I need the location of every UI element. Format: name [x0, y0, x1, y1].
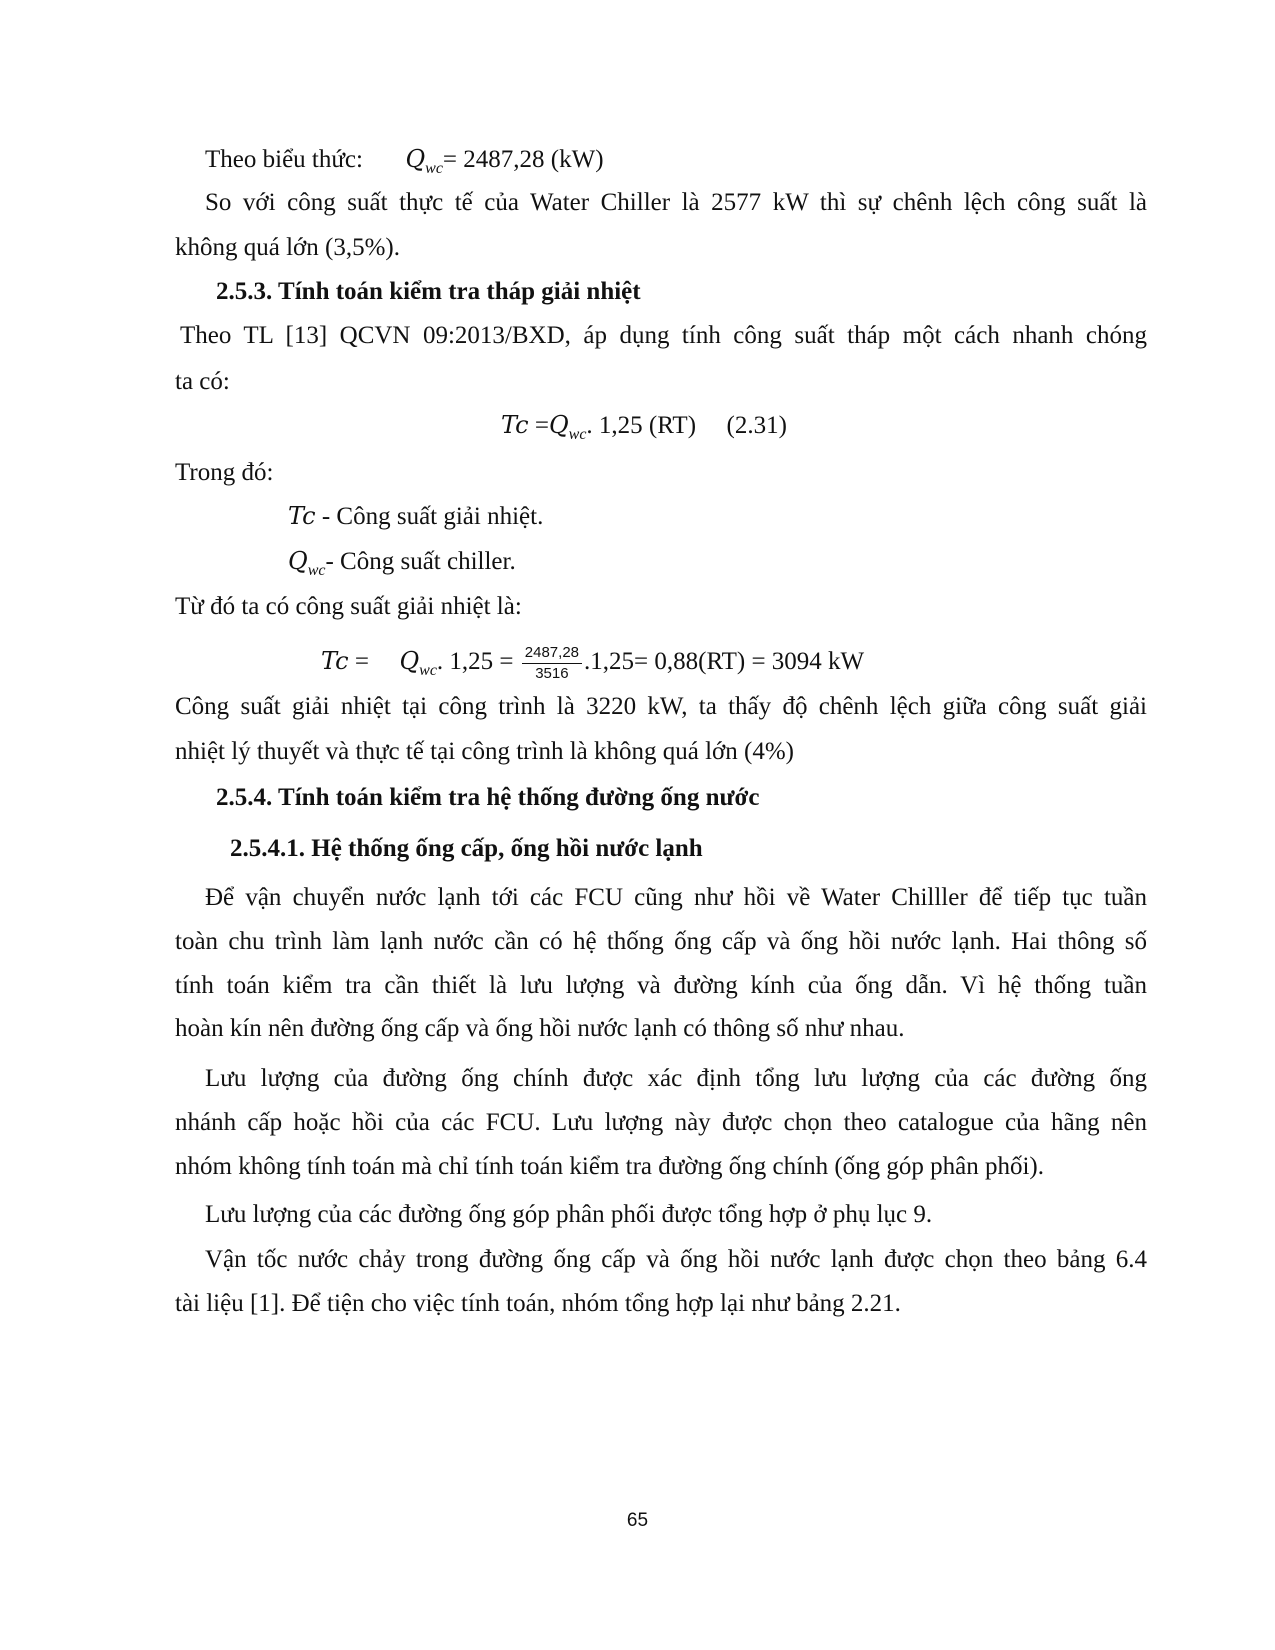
tc-symbol: Tc	[321, 647, 349, 675]
paragraph-line: toàn chu trình làm lạnh nước cần có hệ thống ống cấp và ống hồi nước lạnh. Hai thông số	[175, 928, 1147, 955]
definition-text: - Công suất giải nhiệt.	[315, 503, 544, 530]
q-symbol: Q	[548, 411, 569, 439]
paragraph-line: Vận tốc nước chảy trong đường ống cấp và ống hồi nước lạnh được chọn theo bảng 6.4	[205, 1246, 1147, 1273]
paragraph-line: Lưu lượng của đường ống chính được xác định tổng lưu lượng của các đường ống	[205, 1065, 1147, 1092]
q-symbol: Q	[288, 547, 308, 575]
q-symbol: Q	[399, 647, 420, 675]
paragraph-line: Theo TL [13] QCVN 09:2013/BXD, áp dụng tính công suất tháp một cách nhanh chóng	[180, 322, 1147, 349]
q-subscript: wc	[307, 562, 326, 579]
calc-rhs: .1,25= 0,88(RT) = 3094 kW	[584, 648, 865, 675]
calc-mid: . 1,25 =	[436, 648, 514, 675]
tc-symbol: Tc	[501, 411, 529, 439]
q-subscript: wc	[419, 662, 437, 679]
tc-symbol: Tc	[288, 502, 316, 530]
equals-sign: =	[348, 648, 369, 675]
equals-sign: =	[534, 412, 549, 439]
fraction-numerator: 2487,28	[522, 643, 582, 664]
document-page: Theo biểu thức: $Q_{wc}= 2487,28$ (kW) So với công suất thực tế của Water Chiller là 2577 kW thì sự chênh lệch công suất là không quá lớn (3,5%). 2.5.3. Tính toán kiểm tra tháp giải nhiệt Theo TL [13] QCVN 09:2013/BXD, áp dụng tính công suất tháp một cách nhanh chóng ta có: $Tc =Q_{wc}$. 1,25 (RT) (2.31) Trong đó: Tc - Công suất giải nhiệt. $Q_{wc}-$ Công suất chiller. Từ đó ta có công suất giải nhiệt là: $Tc = Q_{wc}$. 1,25 = $\frac{2487,28}{3516}$ .1,25= 0,88(RT) = 3094 kW Công suất giải nhiệt tại công trình là 3220 kW, ta thấy độ chênh lệch giữa công suất giải nhiệt lý thuyết và thực tế tại công trình là không quá lớn (4%) 2.5.4. Tính toán kiểm tra hệ thống đường ống nước 2.5.4.1. Hệ thống ống cấp, ống hồi nước lạnh Để vận chuyển nước lạnh tới các FCU cũng như hồi về Water Chilller để tiếp tục tuần toàn chu trình làm lạnh nước cần có hệ thống ống cấp và ống hồi nước lạnh. Hai thông số tính toán kiểm tra cần thiết là lưu lượng và đường kính của ống dẫn. Vì hệ thống tuần hoàn kín nên đường ống cấp và ống hồi nước lạnh có thông số như nhau. Lưu lượng của đường ống chính được xác định tổng lưu lượng của các đường ống nhánh cấp hoặc hồi của các FCU. Lưu lượng này được chọn theo catalogue của hãng nên nhóm không tính toán mà chỉ tính toán kiểm tra đường ống chính (ống góp phân phối). Lưu lượng của các đường ống góp phân phối được tổng hợp ở phụ lục 9. Vận tốc nước chảy trong đường ống cấp và ống hồi nước lạnh được chọn theo bảng 6.4 tài liệu [1]. Để tiện cho việc tính toán, nhóm tổng hợp lại như bảng 2.21. 65	[0, 0, 1275, 1650]
paragraph-line: Công suất giải nhiệt tại công trình là 3220 kW, ta thấy độ chênh lệch giữa công suất giải	[175, 693, 1147, 720]
expression-value: = 2487,28 (kW)	[442, 146, 604, 173]
fraction-denominator: 3516	[535, 664, 569, 682]
formula-number: (2.31)	[726, 412, 787, 439]
definition-text: - Công suất chiller.	[325, 548, 516, 575]
fraction	[522, 643, 582, 684]
q-subscript: wc	[568, 426, 587, 443]
formula-rhs: . 1,25 (RT)	[586, 412, 697, 439]
q-subscript: wc	[425, 160, 443, 177]
paragraph-line: nhánh cấp hoặc hồi của các FCU. Lưu lượng này được chọn theo catalogue của hãng nên	[175, 1109, 1147, 1136]
paragraph-line: tính toán kiểm tra cần thiết là lưu lượng và đường kính của ống dẫn. Vì hệ thống tuần	[175, 972, 1147, 999]
paragraph-line: Để vận chuyển nước lạnh tới các FCU cũng như hồi về Water Chilller để tiếp tục tuần	[205, 884, 1147, 911]
q-symbol: Q	[405, 145, 426, 173]
page-number: 65	[626, 1510, 649, 1531]
paragraph-line: So với công suất thực tế của Water Chiller là 2577 kW thì sự chênh lệch công suất là	[205, 189, 1147, 216]
expression-label: Theo biểu thức:	[205, 146, 363, 173]
